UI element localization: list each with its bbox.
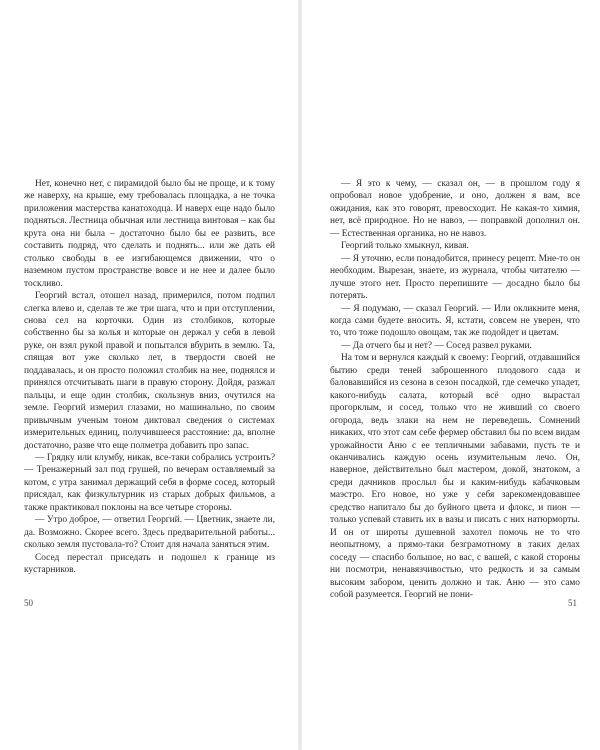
paragraph: — Утро доброе, — ответил Георгий. — Цветник, знаете ли, да. Возможно. Скорее всего. Здесь предварительной работы... сколько земля пустовала-то? Стоит для начала заняться этим. xyxy=(24,515,275,551)
left-page-text xyxy=(24,178,275,577)
paragraph: — Я это к чему, — сказал он, — в прошлом году я опробовал новое удобрение, и оно, должен я вам, все ожидания, как это говорят, превосходит. Не какая-то химия, нет, всё природное. Но не навоз, — поправкой дополнил он. — Естественная органика, но не навоз. xyxy=(330,179,580,239)
right-page xyxy=(300,0,600,750)
page-number: 51 xyxy=(568,598,577,608)
right-page-text xyxy=(330,178,580,601)
paragraph: Сосед перестал приседать и подошел к границе из кустарников. xyxy=(24,552,275,576)
paragraph: — Да отчего бы и нет? — Сосед развел руками. xyxy=(341,340,532,351)
paragraph: На том и вернулся каждый к своему: Георгий, отдавашийся бытию среди теней заброшенного плодового сада и баловавшийся из сезона в сезон посадкой, где семечко упадет, какого-нибудь салата, который всё одно вырастал прогорклым, и сосед, только что не живший со своего огорода, ведь злаки на нем не переведешь. Сомнений никаких, что этот сам себе фермер обставил бы по всем видам урожайности Аню с ее тепличными забавами, пусть те и оканчивались каждую осень изумительным лечо. Он, наверное, действительно был мастером, докой, знатоком, а среди дачников прослыл бы и каким-нибудь кабачковым маэстро. Его новое, но уже у себя зарекомендовавшее средство напитало бы до буйного цвета и флокс, и пион — только успевай ставить их в вазы и писать с них натюрморты. И он от широты душевной захотел помочь не то что неопытному, а прямо-таки безграмотному в таких делах соседу — спасибо большое, но вас, с вашей, с какой стороны ни посмотри, ненавязчивостью, что редкость и за самым высоким забором, ценить должно и так. Аню — это само собой разумеется. Георгий не пони- xyxy=(330,353,580,600)
paragraph: — Я подумаю, — сказал Георгий. — Или окликните меня, когда сами будете вносить. Я, кстати, совсем не уверен, что то, что тоже подошло овощам, так же подойдет и цветам. xyxy=(330,303,580,339)
page-number: 50 xyxy=(24,598,33,608)
paragraph: — Я уточню, если понадобится, принесу рецепт. Мне-то он необходим. Вырезан, знаете, из журнала, чтобы читателю — лучше этого нет. Просто перепишите — досадно было бы потерять. xyxy=(330,253,580,302)
paragraph: — Грядку или клумбу, никак, все-таки собрались устроить? — Тренажерный зал под грушей, по вечерам оставляемый за котом, с утра занимал держащий себя в форме сосед, который присядал, как физкультурник из старых добрых фильмов, а также практиковал поклоны на все четыре стороны. xyxy=(24,452,275,513)
paragraph: Нет, конечно нет, с пирамидой было бы не проще, и к тому же наверху, на крыше, ему требовалась площадка, а не точка приложения мастерства канатоходца. И наверх еще надо было подняться. Лестница обычная или лестница винтовая – как бы крута она ни была – достаточно было бы ее развить, все составить подряд, что сделать и поднять... или же дать ей столько свободы в ее изгибающемся движении, что о наземном пустом пространстве вовсе и не нее и далее было тоскливо. xyxy=(24,179,275,289)
paragraph: Георгий только хмыкнул, кивая. xyxy=(341,241,469,252)
paragraph: Георгий встал, отошел назад, примерился, потом подпил слегка влево и, сделав те же три шага, что и при отступлении, снова сел на корточки. Один из столбиков, которые собственно бы за колья и которые он держал у себя в левой руке, он взял рукой правой и попытался вбурить в землю. Та, спящая вот уже сколько лет, в твердости своей не поддавалась, и он просто положил столбик на нее, поднялся и принялся отсчитывать шаги в правую сторону. Дойдя, разжал пальцы, и еще один столбик, скользнув вниз, очутился на земле. Георгий измерил глазами, но машинально, по своим привычным ученым тоном диктовал сведения о системах измерительных единиц, получившееся расстояние: да, вполне достаточно, разве что еще полметра добавить про запас. xyxy=(24,291,275,451)
